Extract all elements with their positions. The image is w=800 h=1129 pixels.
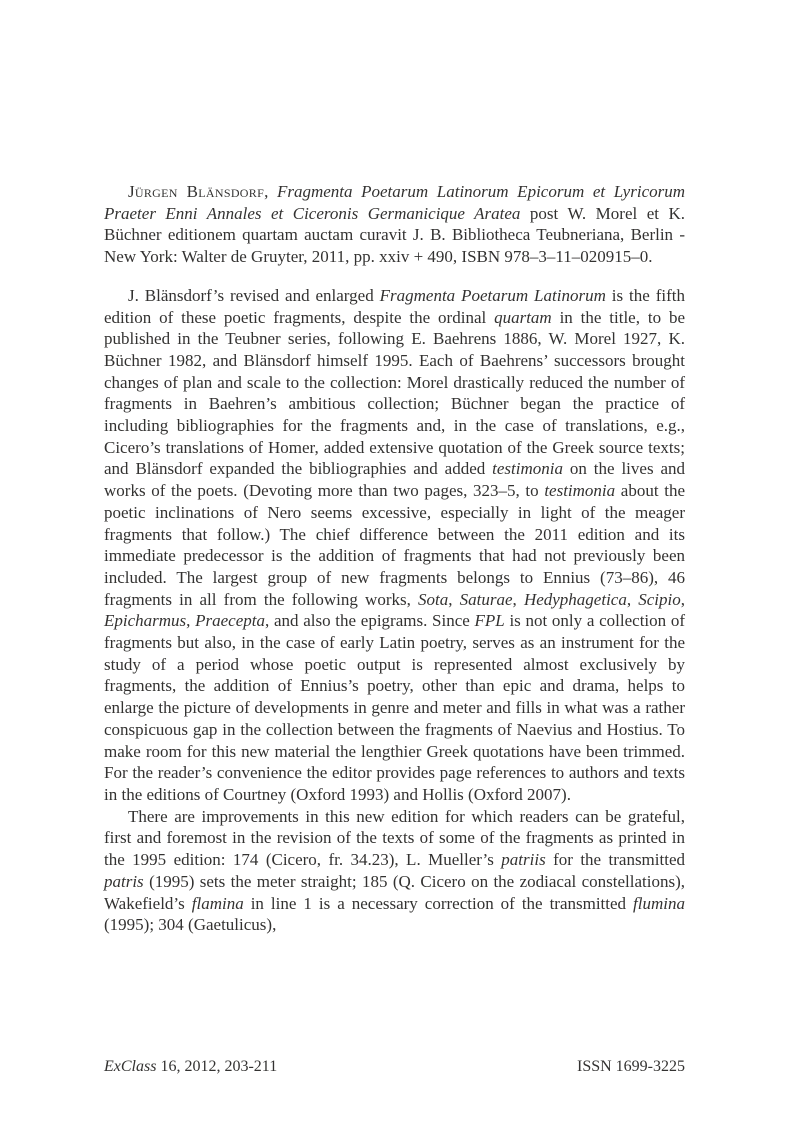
journal-volume-reference: ExClass 16, 2012, 203-211 bbox=[104, 1058, 278, 1075]
review-paragraph-2: There are improvements in this new edition for which readers can be grateful, first and foremost in the revision of the texts of some of the fragments as printed in the 1995 edition: 174 (Cicero, fr. 34.23), L. Mueller’s patriis for the transmitted patris (1995) sets the meter straight; 185 (Q. Cicero on the zodiacal constellations), Wakefield’s flamina in line 1 is a necessary correction of the transmitted flumina (1995); 304 (Gaetulicus), bbox=[104, 806, 685, 935]
text-column bbox=[104, 181, 685, 936]
book-citation: Jürgen Blänsdorf, Fragmenta Poetarum Latinorum Epicorum et Lyricorum Praeter Enni Annales et Ciceronis Germanicique Aratea post W. Morel et K. Büchner editionem quartam auctam curavit J. B. Bibliotheca Teubneriana, Berlin - New York: Walter de Gruyter, 2011, pp. xxiv + 490, ISBN 978–3–11–020915–0. bbox=[104, 182, 686, 267]
page-footer bbox=[104, 1057, 685, 1077]
issn-number: ISSN 1699-3225 bbox=[576, 1058, 685, 1075]
review-paragraph-1: J. Blänsdorf’s revised and enlarged Fragmenta Poetarum Latinorum is the fifth edition of these poetic fragments, despite the ordinal quartam in the title, to be published in the Teubner series, following E. Baehrens 1886, W. Morel 1927, K. Büchner 1982, and Blänsdorf himself 1995. Each of Baehrens’ successors brought changes of plan and scale to the collection: Morel drastically reduced the number of fragments in Baehren’s ambitious collection; Büchner began the practice of including bibliographies for the fragments and, in the case of translations, e.g., Cicero’s translations of Homer, added extensive quotation of the Greek source texts; and Blänsdorf expanded the bibliographies and added testimonia on the lives and works of the poets. (Devoting more than two pages, 323–5, to testimonia about the poetic inclinations of Nero seems excessive, especially in light of the meager fragments that follow.) The chief difference between the 2011 edition and its immediate predecessor is the addition of fragments that had not previously been included. The largest group of new fragments belongs to Ennius (73–86), 46 fragments in all from the following works, Sota, Saturae, Hedyphagetica, Scipio, Epicharmus, Praecepta, and also the epigrams. Since FPL is not only a collection of fragments but also, in the case of early Latin poetry, serves as an instrument for the study of a period whose poetic output is represented almost exclusively by fragments, the addition of Ennius’s poetry, other than epic and drama, helps to enlarge the picture of developments in genre and meter and fills in what was a rather conspicuous gap in the collection between the fragments of Naevius and Hostius. To make room for this new material the lengthier Greek quotations have been trimmed. For the reader’s convenience the editor provides page references to authors and texts in the editions of Courtney (Oxford 1993) and Hollis (Oxford 2007). bbox=[104, 285, 686, 804]
